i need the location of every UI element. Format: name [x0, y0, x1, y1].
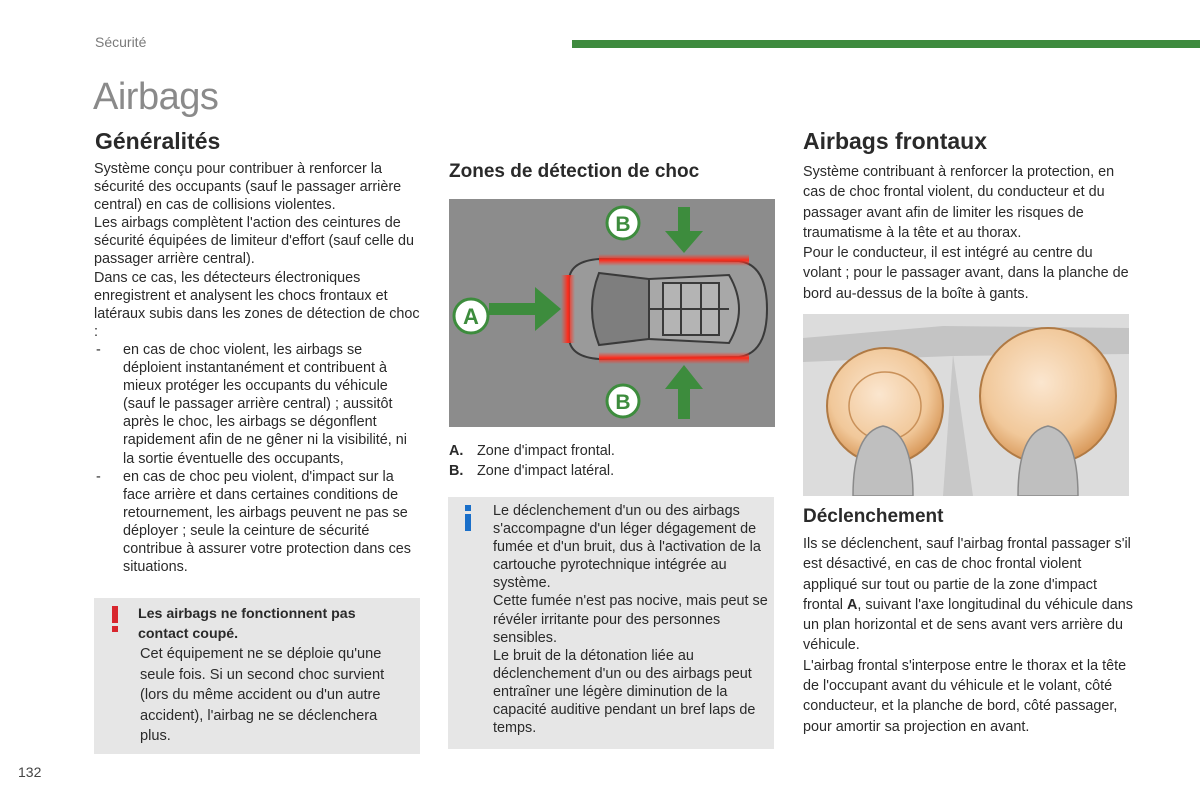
page-number: 132	[18, 764, 42, 780]
label-a-badge	[454, 299, 488, 333]
heading-generalites: Généralités	[95, 128, 221, 154]
label-b-top-badge	[607, 207, 639, 239]
header-rule	[572, 40, 1200, 48]
car-top-view-illustration	[449, 199, 775, 427]
lateral-arrow-bottom-icon	[665, 365, 703, 419]
svg-text:B: B	[615, 391, 631, 414]
paragraph: L'airbag frontal s'interpose entre le thorax et la tête de l'occupant avant du véhicule et le volant, côté conducteur, et la planche de bord, côté passager, pour amortir sa projection en avant.	[803, 657, 1127, 735]
lateral-arrow-top-icon	[665, 207, 703, 253]
paragraph: Les airbags complètent l'action des ceintures de sécurité équipées de limiteur d'effort (sauf celle du passager arrière central).	[94, 215, 415, 268]
airbags-illustration	[803, 314, 1129, 496]
car-outline	[569, 259, 767, 359]
paragraph: Le déclenchement d'un ou des airbags s'accompagne d'un léger dégagement de fumée et d'un bruit, dus à l'activation de la cartouche pyrotechnique intégrée au système.	[493, 503, 761, 592]
info-text	[493, 502, 768, 737]
heading-declenchement: Déclenchement	[803, 506, 944, 527]
frontal-arrow-icon	[489, 287, 561, 331]
legend-item-a: A. Zone d'impact frontal.	[449, 443, 615, 459]
generalites-text	[94, 160, 422, 576]
info-icon	[462, 505, 474, 531]
svg-text:B: B	[615, 213, 631, 236]
lateral-impact-zone-bottom	[599, 352, 749, 364]
paragraph: Système conçu pour contribuer à renforcer la sécurité des occupants (sauf le passager arrière central) en cas de collisions violentes.	[94, 161, 402, 214]
info-box	[448, 497, 774, 749]
label-b-bottom-badge	[607, 385, 639, 417]
paragraph: Ils se déclenchent, sauf l'airbag frontal passager s'il est désactivé, en cas de choc frontal violent appliqué sur tout ou partie de la zone d'impact frontal A, suivant l'axe longitudinal du véhicule dans un plan horizontal et de sens avant vers arrière du véhicule.	[803, 536, 1133, 654]
warning-text: Cet équipement ne se déploie qu'une seule fois. Si un second choc survient (lors du même accident ou d'un autre accident), l'airbag ne se déclenchera plus.	[140, 646, 385, 744]
heading-zones: Zones de détection de choc	[449, 161, 700, 182]
paragraph: Le bruit de la détonation liée au déclenchement d'un ou des airbags peut entraîner une légère diminution de la capacité auditive pendant un bref laps de temps.	[493, 647, 756, 737]
paragraph: Système contribuant à renforcer la protection, en cas de choc frontal violent, du conducteur et du passager avant afin de limiter les risques de traumatisme à la tête et au thorax.	[803, 164, 1115, 241]
paragraph: Dans ce cas, les détecteurs électroniques enregistrent et analysent les chocs frontaux et latéraux subis dans les zones de détection de choc :	[94, 269, 420, 340]
warning-box	[94, 598, 420, 754]
airbags-frontaux-text	[803, 162, 1133, 304]
warning-title: Les airbags ne fonctionnent pas contact coupé.	[138, 606, 356, 642]
list-item: - en cas de choc violent, les airbags se déploient instantanément et contribuent à mieux protéger les occupants du véhicule (sauf le passager arrière central) ; aussitôt après le choc, les airbags se dégonflent rapidement afin de ne gêner ni la visibilité, ni la sortie éventuelle des occupants,	[94, 341, 422, 468]
lateral-impact-zone-top	[599, 254, 749, 266]
heading-airbags-frontaux: Airbags frontaux	[803, 128, 988, 154]
frontal-impact-zone	[561, 275, 575, 343]
page-title: Airbags	[93, 76, 219, 118]
declenchement-text	[803, 534, 1133, 737]
exclamation-icon	[108, 606, 122, 632]
section-label: Sécurité	[95, 34, 147, 50]
diagram-legend	[449, 441, 769, 481]
impact-zones-diagram	[449, 199, 775, 427]
list-item: - en cas de choc peu violent, d'impact sur la face arrière et dans certaines conditions de retournement, les airbags peuvent ne pas se déployer ; seule la ceinture de sécurité contribue à assurer votre protection dans ces situations.	[94, 468, 422, 577]
deployed-airbags-illustration	[803, 314, 1129, 496]
paragraph: Pour le conducteur, il est intégré au centre du volant ; pour le passager avant, dans la planche de bord au-dessus de la boîte à gants.	[803, 245, 1129, 302]
bullet-list	[94, 341, 422, 576]
paragraph: Cette fumée n'est pas nocive, mais peut se révéler irritante pour des personnes sensibles.	[493, 593, 768, 646]
legend-item-b: B. Zone d'impact latéral.	[449, 463, 615, 479]
svg-text:A: A	[463, 304, 479, 329]
